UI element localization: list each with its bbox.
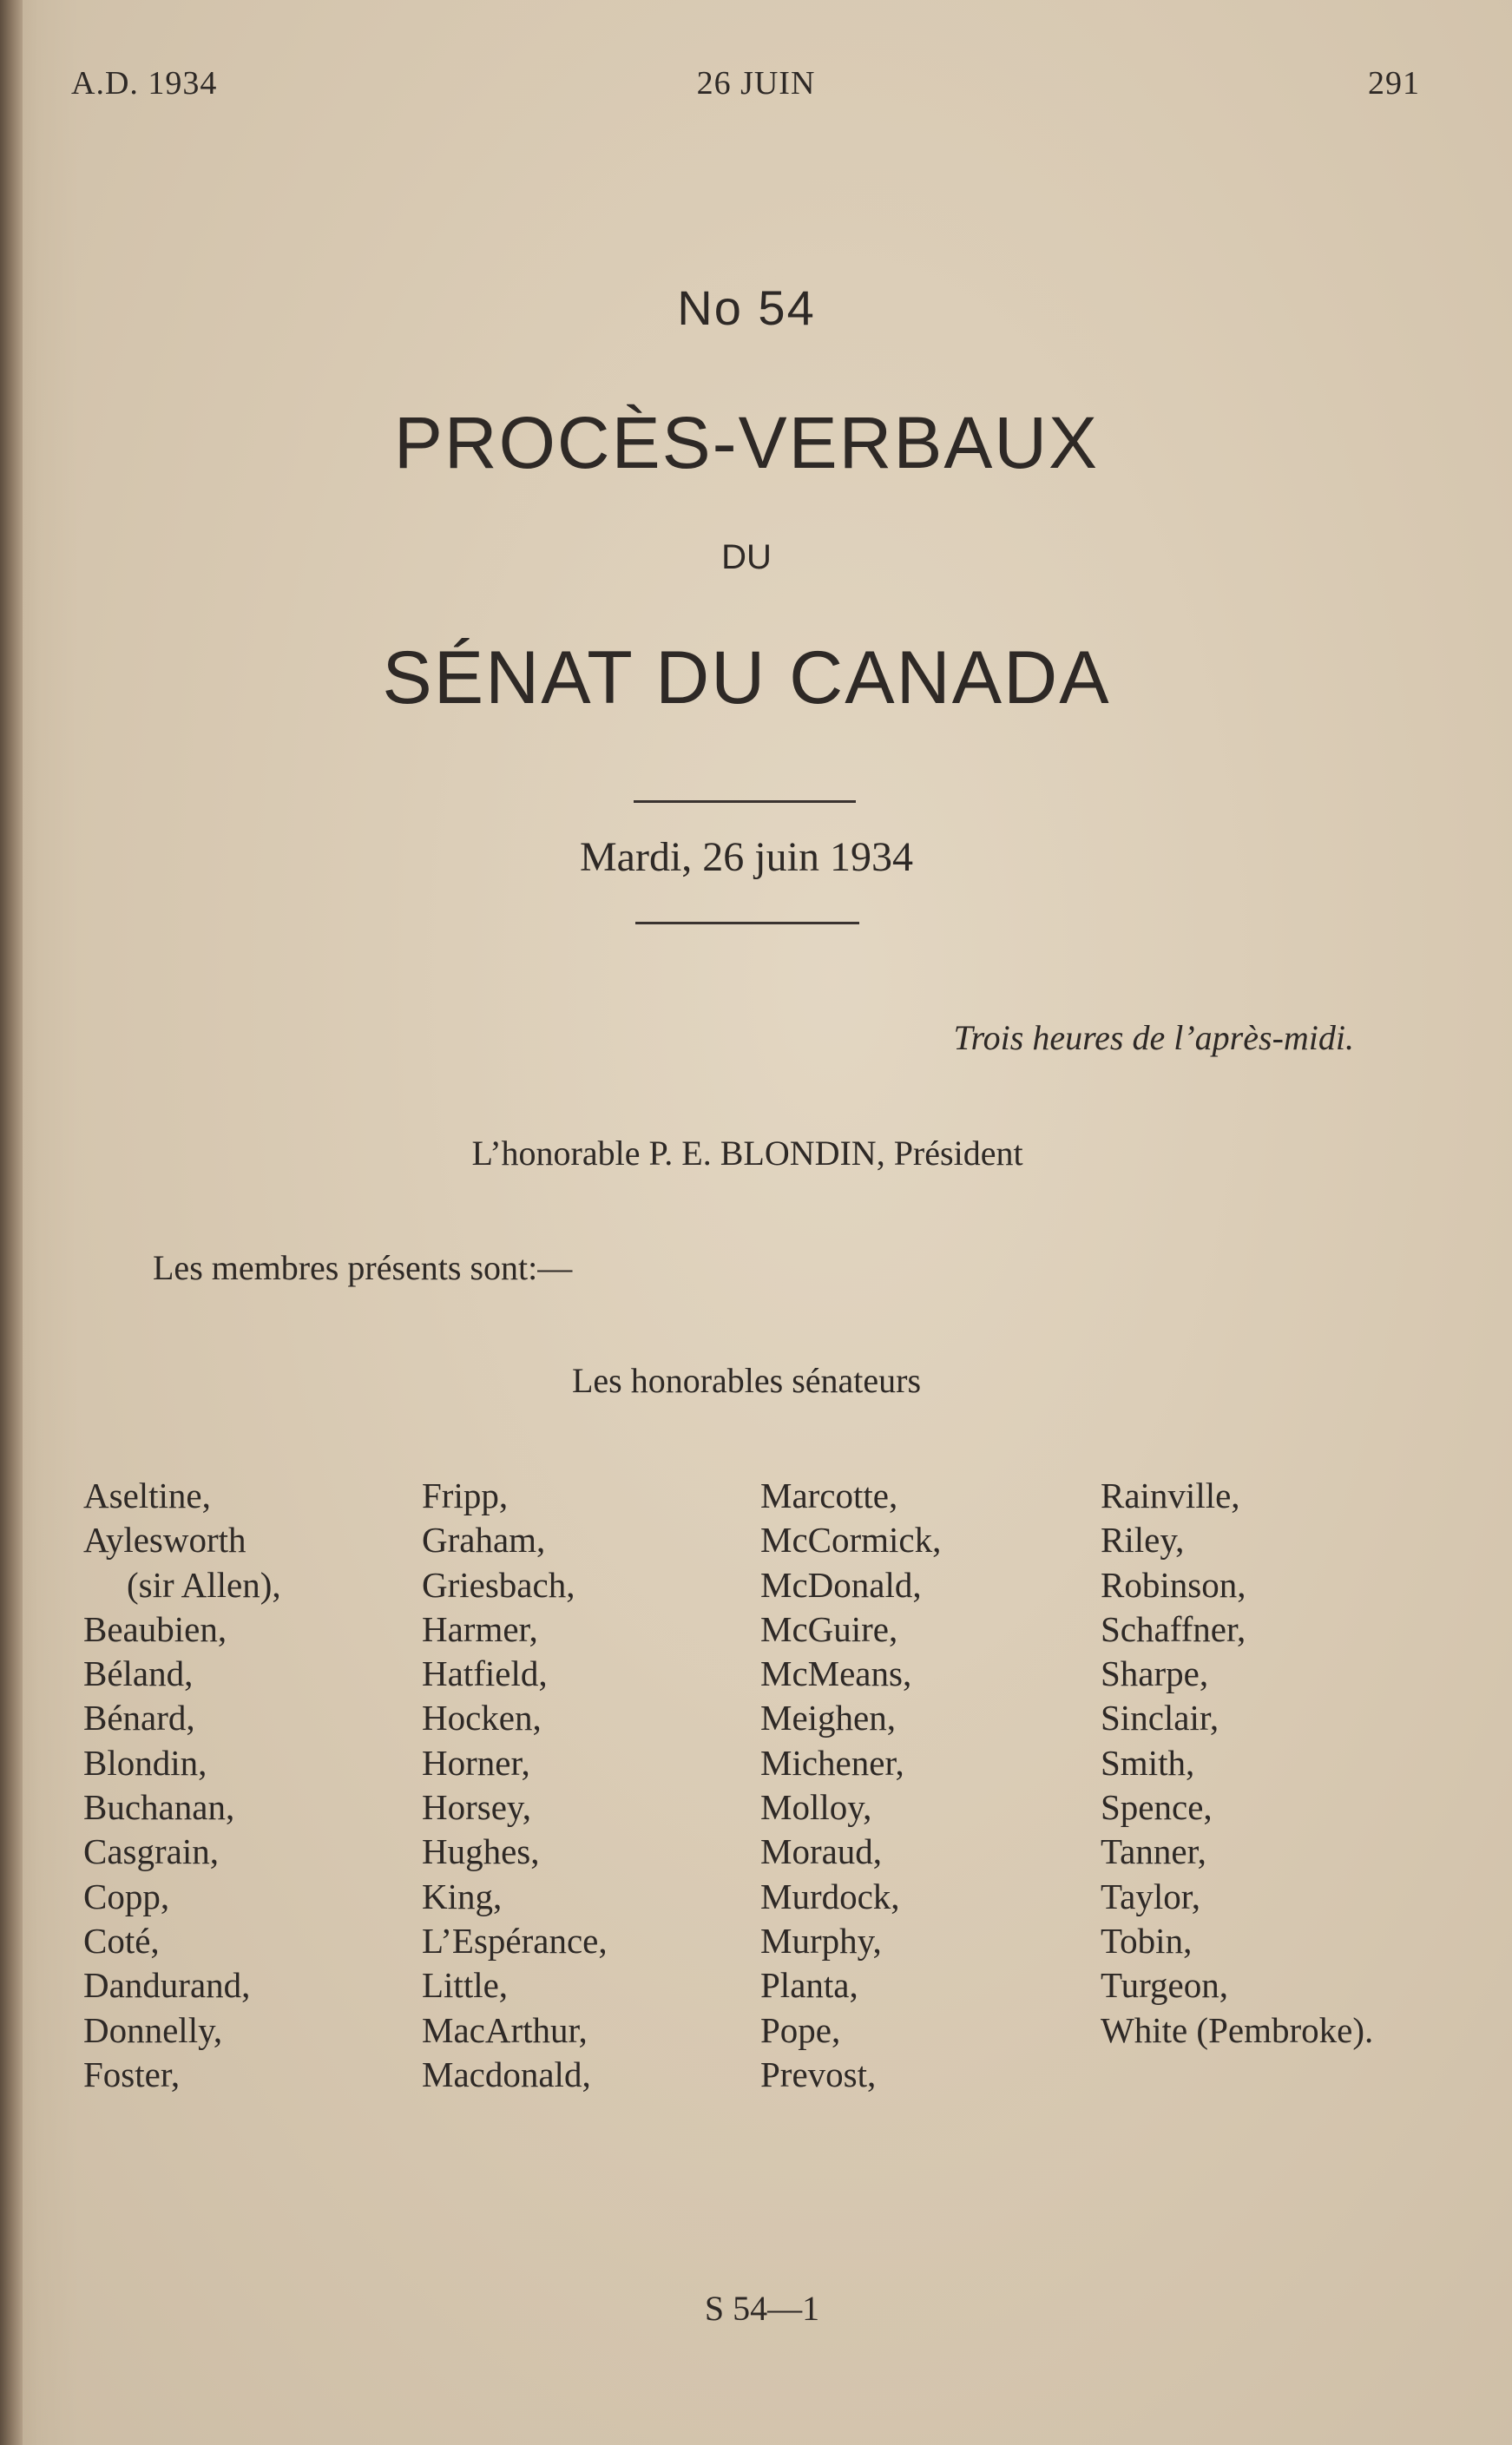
divider-top (634, 800, 856, 803)
senator-name: MacArthur, (422, 2009, 588, 2050)
senator-name: Moraud, (760, 1831, 883, 1872)
senator-name-continuation: (sir Allen), (127, 1564, 281, 1605)
senators-column-3 (760, 1474, 941, 2097)
senators-column-2 (422, 1474, 608, 2097)
senator-name: Riley, (1101, 1520, 1185, 1561)
senator-name: McGuire, (760, 1608, 898, 1649)
title-connector: DU (721, 538, 772, 576)
senator-name: Murdock, (760, 1876, 900, 1916)
senator-name: King, (422, 1876, 503, 1916)
senator-name: Hatfield, (422, 1653, 548, 1694)
senator-name: Dandurand, (83, 1965, 251, 2006)
senator-name: Pope, (760, 2009, 841, 2050)
senator-name: Foster, (83, 2054, 181, 2094)
senator-name: Horsey, (422, 1787, 532, 1828)
senator-name: Blondin, (83, 1742, 207, 1783)
senator-name: McMeans, (760, 1653, 912, 1694)
senators-heading: Les honorables sénateurs (571, 1361, 922, 1400)
divider-bottom (635, 922, 859, 924)
senator-name: Prevost, (760, 2054, 877, 2094)
senator-name: Copp, (83, 1876, 170, 1916)
title-proces-verbaux: PROCÈS-VERBAUX (393, 402, 1100, 483)
senator-name: Molloy, (760, 1787, 872, 1828)
senator-name: Beaubien, (83, 1608, 227, 1649)
senator-name: Sinclair, (1101, 1698, 1219, 1738)
senator-name: Graham, (422, 1520, 546, 1561)
senator-name: Hocken, (422, 1698, 542, 1738)
senator-name: Bénard, (83, 1698, 195, 1738)
senator-name: Casgrain, (83, 1831, 219, 1872)
senator-name: Little, (422, 1965, 509, 2006)
senator-name: Murphy, (760, 1920, 882, 1961)
session-date: Mardi, 26 juin 1934 (580, 834, 913, 880)
running-head-year: A.D. 1934 (71, 65, 218, 102)
senator-name: Griesbach, (422, 1564, 575, 1605)
senator-name: Tanner, (1101, 1831, 1206, 1872)
senator-name: Buchanan, (83, 1787, 235, 1828)
senator-name: Robinson, (1101, 1564, 1246, 1605)
session-time: Trois heures de l’après-midi. (953, 1018, 1354, 1057)
issue-number: No 54 (677, 280, 816, 335)
senator-name: White (Pembroke). (1101, 2009, 1374, 2050)
senators-column-4 (1101, 1474, 1373, 2053)
members-intro: Les membres présents sont:— (153, 1248, 573, 1287)
senators-column-1 (83, 1474, 281, 2097)
senator-name: Meighen, (760, 1698, 896, 1738)
senator-name: Coté, (83, 1920, 160, 1961)
senator-name: Planta, (760, 1965, 858, 2006)
senator-name: Donnelly, (83, 2009, 223, 2050)
senator-name: Horner, (422, 1742, 530, 1783)
president-line: L’honorable P. E. BLONDIN, Président (471, 1134, 1023, 1173)
senator-name: Smith, (1101, 1742, 1195, 1783)
senator-name: Aylesworth (83, 1520, 247, 1561)
senator-name: Aseltine, (83, 1476, 211, 1515)
senator-name: Schaffner, (1101, 1608, 1246, 1649)
senator-name: Harmer, (422, 1608, 538, 1649)
title-senat: SÉNAT DU CANADA (382, 636, 1111, 720)
senator-name: Turgeon, (1101, 1965, 1228, 2006)
senator-name: Macdonald, (422, 2054, 591, 2094)
footer-signature: S 54—1 (704, 2289, 820, 2328)
senator-name: Rainville, (1101, 1476, 1240, 1515)
senator-name: Sharpe, (1101, 1653, 1209, 1694)
senator-name: Tobin, (1101, 1920, 1193, 1961)
senator-name: Hughes, (422, 1831, 540, 1872)
senator-name: Michener, (760, 1742, 904, 1783)
senator-name: Taylor, (1101, 1876, 1201, 1916)
binding-spine (0, 0, 23, 2445)
senator-name: L’Espérance, (422, 1920, 608, 1961)
page-number: 291 (1368, 65, 1420, 102)
senator-name: Béland, (83, 1653, 194, 1694)
senator-name: Marcotte, (760, 1476, 898, 1515)
senator-name: McCormick, (760, 1520, 942, 1561)
senator-name: McDonald, (760, 1564, 922, 1605)
senator-name: Spence, (1101, 1787, 1213, 1828)
running-head-date: 26 JUIN (696, 65, 816, 102)
senator-name: Fripp, (422, 1476, 509, 1515)
